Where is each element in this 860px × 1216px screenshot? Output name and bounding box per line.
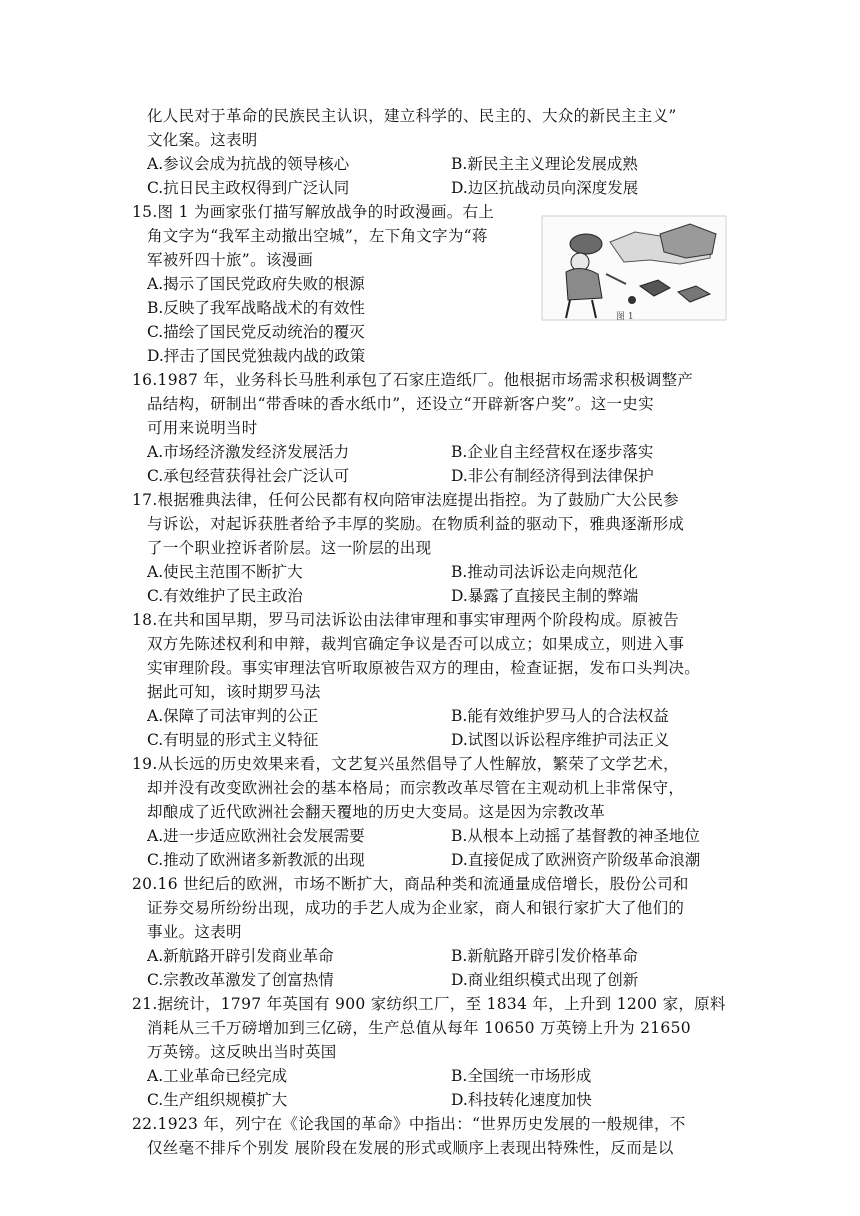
q15-option-a: A.揭示了国民党政府失败的根源: [147, 275, 365, 293]
q15-stem-line-3: 军被歼四十旅”。该漫画: [147, 251, 314, 269]
q19-option-b: B.从根本上动摇了基督教的神圣地位: [451, 827, 700, 845]
q17-stem-line-2: 与诉讼，对起诉获胜者给予丰厚的奖励。在物质利益的驱动下，雅典逐渐形成: [147, 515, 685, 533]
q19-stem-line-1: 19.从长远的历史效果来看，文艺复兴虽然倡导了人性解放，繁荣了文学艺术，: [132, 755, 679, 773]
q14-option-a: A.参议会成为抗战的领导核心: [147, 155, 350, 173]
q14-text-line-2: 文化案。这表明: [147, 131, 258, 149]
q21-option-d: D.科技转化速度加快: [451, 1091, 592, 1109]
q21-option-a: A.工业革命已经完成: [147, 1067, 288, 1085]
q19-stem-line-3: 却酿成了近代欧洲社会翻天覆地的历史大变局。这是因为宗教改革: [147, 803, 606, 821]
q16-option-b: B.企业自主经营权在逐步落实: [451, 443, 654, 461]
q18-option-c: C.有明显的形式主义特征: [147, 731, 319, 749]
q17-option-b: B.推动司法诉讼走向规范化: [451, 563, 638, 581]
q16-option-c: C.承包经营获得社会广泛认可: [147, 467, 350, 485]
q20-stem-line-1: 20.16 世纪后的欧洲，市场不断扩大，商品种类和流通量成倍增长，股份公司和: [132, 875, 689, 893]
q19-option-a: A.进一步适应欧洲社会发展需要: [147, 827, 365, 845]
q15-stem-line-1: 15.图 1 为画家张仃描写解放战争的时政漫画。右上: [132, 203, 495, 221]
q17-option-c: C.有效维护了民主政治: [147, 587, 303, 605]
cartoon-figure: [540, 214, 730, 324]
q14-option-c: C.抗日民主政权得到广泛认同: [147, 179, 350, 197]
q18-stem-line-4: 据此可知，该时期罗马法: [147, 683, 321, 701]
q18-option-a: A.保障了司法审判的公正: [147, 707, 319, 725]
q15-option-d: D.抨击了国民党独裁内战的政策: [147, 347, 366, 365]
q21-option-b: B.全国统一市场形成: [451, 1067, 592, 1085]
q16-stem-line-2: 品结构，研制出“带香味的香水纸巾”，还设立“开辟新客户奖”。这一史实: [147, 395, 654, 413]
q21-option-c: C.生产组织规模扩大: [147, 1091, 288, 1109]
q20-option-c: C.宗教改革激发了创富热情: [147, 971, 334, 989]
q20-option-d: D.商业组织模式出现了创新: [451, 971, 639, 989]
q19-option-c: C.推动了欧洲诸多新教派的出现: [147, 851, 365, 869]
q21-stem-line-1: 21.据统计，1797 年英国有 900 家纺织工厂，至 1834 年，上升到 1200 家，原料: [132, 995, 726, 1013]
figure-caption: 图 1: [616, 312, 634, 322]
q16-stem-line-3: 可用来说明当时: [147, 419, 258, 437]
cartoon-illustration: [540, 214, 730, 324]
q19-stem-line-2: 却并没有改变欧洲社会的基本格局；而宗教改革尽管在主观动机上非常保守，: [147, 779, 685, 797]
q17-stem-line-3: 了一个职业控诉者阶层。这一阶层的出现: [147, 539, 432, 557]
q17-stem-line-1: 17.根据雅典法律，任何公民都有权向陪审法庭提出指控。为了鼓励广大公民参: [132, 491, 679, 509]
q18-option-b: B.能有效维护罗马人的合法权益: [451, 707, 669, 725]
q20-option-a: A.新航路开辟引发商业革命: [147, 947, 334, 965]
q15-option-b: B.反映了我军战略战术的有效性: [147, 299, 365, 317]
q21-stem-line-3: 万英镑。这反映出当时英国: [147, 1043, 337, 1061]
q16-stem-line-1: 16.1987 年，业务科长马胜利承包了石家庄造纸厂。他根据市场需求积极调整产: [132, 371, 694, 389]
q17-option-d: D.暴露了直接民主制的弊端: [451, 587, 639, 605]
q21-stem-line-2: 消耗从三千万磅增加到三亿磅，生产总值从每年 10650 万英镑上升为 21650: [147, 1019, 691, 1037]
q18-stem-line-1: 18.在共和国早期，罗马司法诉讼由法律审理和事实审理两个阶段构成。原被告: [132, 611, 679, 629]
q22-stem-line-2: 仅丝毫不排斥个别发 展阶段在发展的形式或顺序上表现出特殊性，反而是以: [147, 1139, 674, 1157]
q16-option-a: A.市场经济激发经济发展活力: [147, 443, 350, 461]
q16-option-d: D.非公有制经济得到法律保护: [451, 467, 654, 485]
q20-stem-line-2: 证券交易所纷纷出现，成功的手艺人成为企业家，商人和银行家扩大了他们的: [147, 899, 685, 917]
q17-option-a: A.使民主范围不断扩大: [147, 563, 303, 581]
q19-option-d: D.直接促成了欧洲资产阶级革命浪潮: [451, 851, 701, 869]
q14-option-d: D.边区抗战动员向深度发展: [451, 179, 639, 197]
q15-stem-line-2: 角文字为“我军主动撤出空城”，左下角文字为“蒋: [147, 227, 488, 245]
q18-option-d: D.试图以诉讼程序维护司法正义: [451, 731, 670, 749]
q20-stem-line-3: 事业。这表明: [147, 923, 242, 941]
q18-stem-line-2: 双方先陈述权利和申辩，裁判官确定争议是否可以成立；如果成立，则进入事: [147, 635, 685, 653]
q22-stem-line-1: 22.1923 年，列宁在《论我国的革命》中指出：“世界历史发展的一般规律，不: [132, 1115, 686, 1133]
q14-option-b: B.新民主主义理论发展成熟: [451, 155, 638, 173]
q14-text-line-1: 化人民对于革命的民族民主认识，建立科学的、民主的、大众的新民主主义”: [147, 107, 677, 125]
q15-option-c: C.描绘了国民党反动统治的覆灭: [147, 323, 365, 341]
q18-stem-line-3: 实审理阶段。事实审理法官听取原被告双方的理由，检查证据，发布口头判决。: [147, 659, 701, 677]
q20-option-b: B.新航路开辟引发价格革命: [451, 947, 638, 965]
